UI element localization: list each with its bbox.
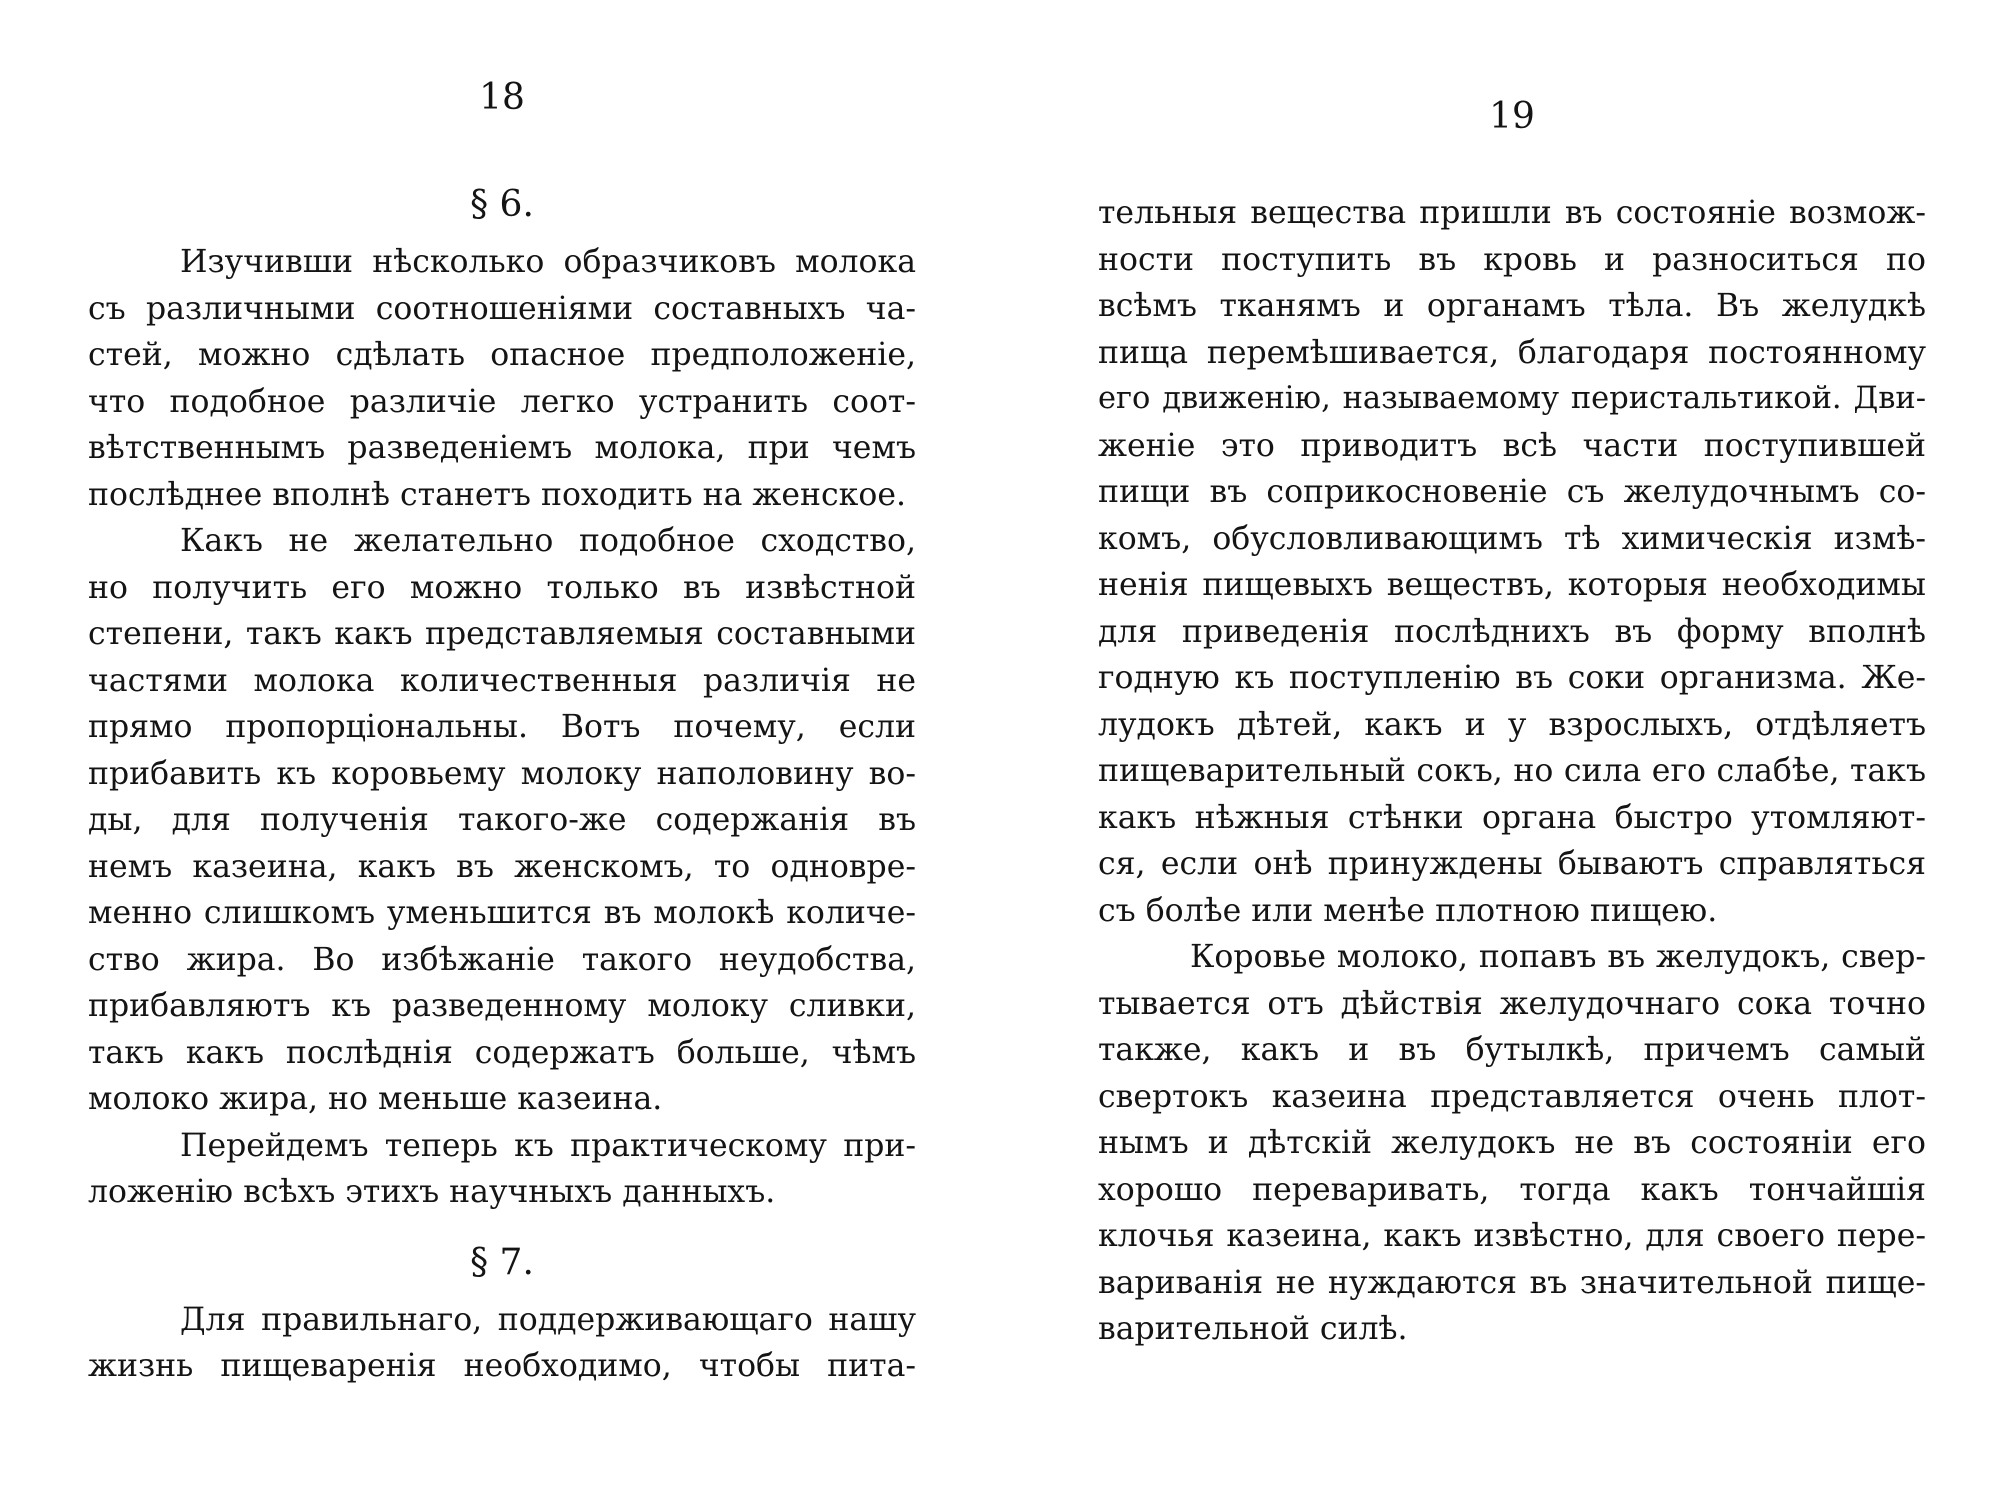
text-line: лудокъ дѣтей, какъ и у взрослыхъ, отдѣляетъ: [1098, 706, 1926, 743]
text-line: ство жира. Во избѣжаніе такого неудобства,: [88, 941, 916, 978]
text-line: частями молока количественныя различія не: [88, 662, 916, 699]
section-heading-6: § 6.: [470, 184, 534, 225]
text-line: менно слишкомъ уменьшится въ молокѣ количе-: [88, 895, 916, 931]
paragraph: [1098, 934, 1926, 1353]
text-line: клочья казеина, какъ извѣстно, для своего пере-: [1098, 1218, 1926, 1254]
text-line: вариванія не нуждаются въ значительной пище-: [1098, 1264, 1926, 1301]
text-line: Изучивши нѣсколько образчиковъ молока: [180, 244, 916, 280]
left-page: [88, 0, 916, 1485]
text-line: съ болѣе или менѣе плотною пищею.: [1098, 892, 1718, 929]
text-line: Перейдемъ теперь къ практическому при-: [180, 1127, 916, 1164]
text-line: ды, для полученія такого-же содержанія въ: [88, 802, 916, 838]
text-line: пищи въ соприкосновеніе съ желудочнымъ со-: [1098, 474, 1926, 510]
paragraph: [88, 239, 916, 518]
text-line: варительной силѣ.: [1098, 1311, 1408, 1347]
text-line: но получить его можно только въ извѣстной: [88, 569, 916, 606]
text-line: ся, если онѣ принуждены бываютъ справляться: [1098, 846, 1926, 882]
text-line: женіе это приводитъ всѣ части поступившей: [1098, 427, 1926, 464]
text-line: стей, можно сдѣлать опасное предположеніе,: [88, 337, 916, 373]
text-line: вѣтственнымъ разведеніемъ молока, при чемъ: [88, 430, 916, 466]
text-line: свертокъ казеина представляется очень плот-: [1098, 1078, 1926, 1115]
section-heading-7: § 7.: [470, 1241, 534, 1283]
page-number-right: 19: [1489, 96, 1535, 137]
text-line: прибавляютъ къ разведенному молоку сливки,: [88, 988, 916, 1024]
text-line: прибавить къ коровьему молоку наполовину во-: [88, 755, 916, 792]
left-page-text: [88, 170, 916, 1390]
text-line: Для правильнаго, поддерживающаго нашу: [180, 1301, 916, 1338]
text-line: для приведенія послѣднихъ въ форму вполнѣ: [1098, 613, 1926, 650]
text-line: Какъ не желательно подобное сходство,: [180, 523, 916, 559]
paragraph: [1098, 190, 1926, 934]
text-line: ложенію всѣхъ этихъ научныхъ данныхъ.: [88, 1174, 776, 1210]
paragraph: [88, 1297, 916, 1390]
text-line: его движенію, называемому перистальтикой. Дви-: [1098, 381, 1926, 416]
text-line: тывается отъ дѣйствія желудочнаго сока точно: [1098, 985, 1926, 1022]
text-line: немъ казеина, какъ въ женскомъ, то одновре-: [88, 848, 916, 885]
text-line: тельныя вещества пришли въ состояніе возмож-: [1098, 195, 1926, 231]
text-line: послѣднее вполнѣ станетъ походить на женское.: [88, 476, 906, 513]
text-line: съ различными соотношеніями составныхъ ча-: [88, 290, 916, 327]
text-line: такъ какъ послѣднія содержатъ больше, чѣмъ: [88, 1034, 916, 1071]
text-line: жизнь пищеваренія необходимо, чтобы пита-: [88, 1348, 916, 1384]
text-line: Коровье молоко, попавъ въ желудокъ, свер-: [1190, 939, 1926, 975]
right-page: [1098, 0, 1926, 1485]
text-line: пища перемѣшивается, благодаря постоянному: [1098, 334, 1926, 371]
text-line: молоко жира, но меньше казеина.: [88, 1081, 663, 1117]
text-line: комъ, обусловливающимъ тѣ химическія измѣ-: [1098, 520, 1926, 557]
paragraph: [88, 1123, 916, 1216]
text-line: ненія пищевыхъ веществъ, которыя необходимы: [1098, 567, 1926, 603]
text-line: ности поступить въ кровь и разноситься по: [1098, 241, 1926, 278]
text-line: нымъ и дѣтскій желудокъ не въ состояніи его: [1098, 1125, 1926, 1161]
text-line: годную къ поступленію въ соки организма. Же-: [1098, 660, 1926, 696]
text-line: пищеварительный сокъ, но сила его слабѣе, такъ: [1098, 753, 1926, 789]
text-line: хорошо переваривать, тогда какъ тончайшія: [1098, 1171, 1926, 1208]
text-line: прямо пропорціональны. Вотъ почему, если: [88, 709, 916, 745]
paragraph: [88, 518, 916, 1123]
text-line: степени, такъ какъ представляемыя составными: [88, 616, 916, 652]
text-line: также, какъ и въ бутылкѣ, причемъ самый: [1098, 1032, 1926, 1068]
text-line: какъ нѣжныя стѣнки органа быстро утомляют-: [1098, 799, 1926, 836]
text-line: что подобное различіе легко устранить соот-: [88, 383, 916, 420]
text-line: всѣмъ тканямъ и органамъ тѣла. Въ желудкѣ: [1098, 288, 1926, 324]
page-number-left: 18: [479, 77, 525, 118]
right-page-text: [1098, 190, 1926, 1353]
